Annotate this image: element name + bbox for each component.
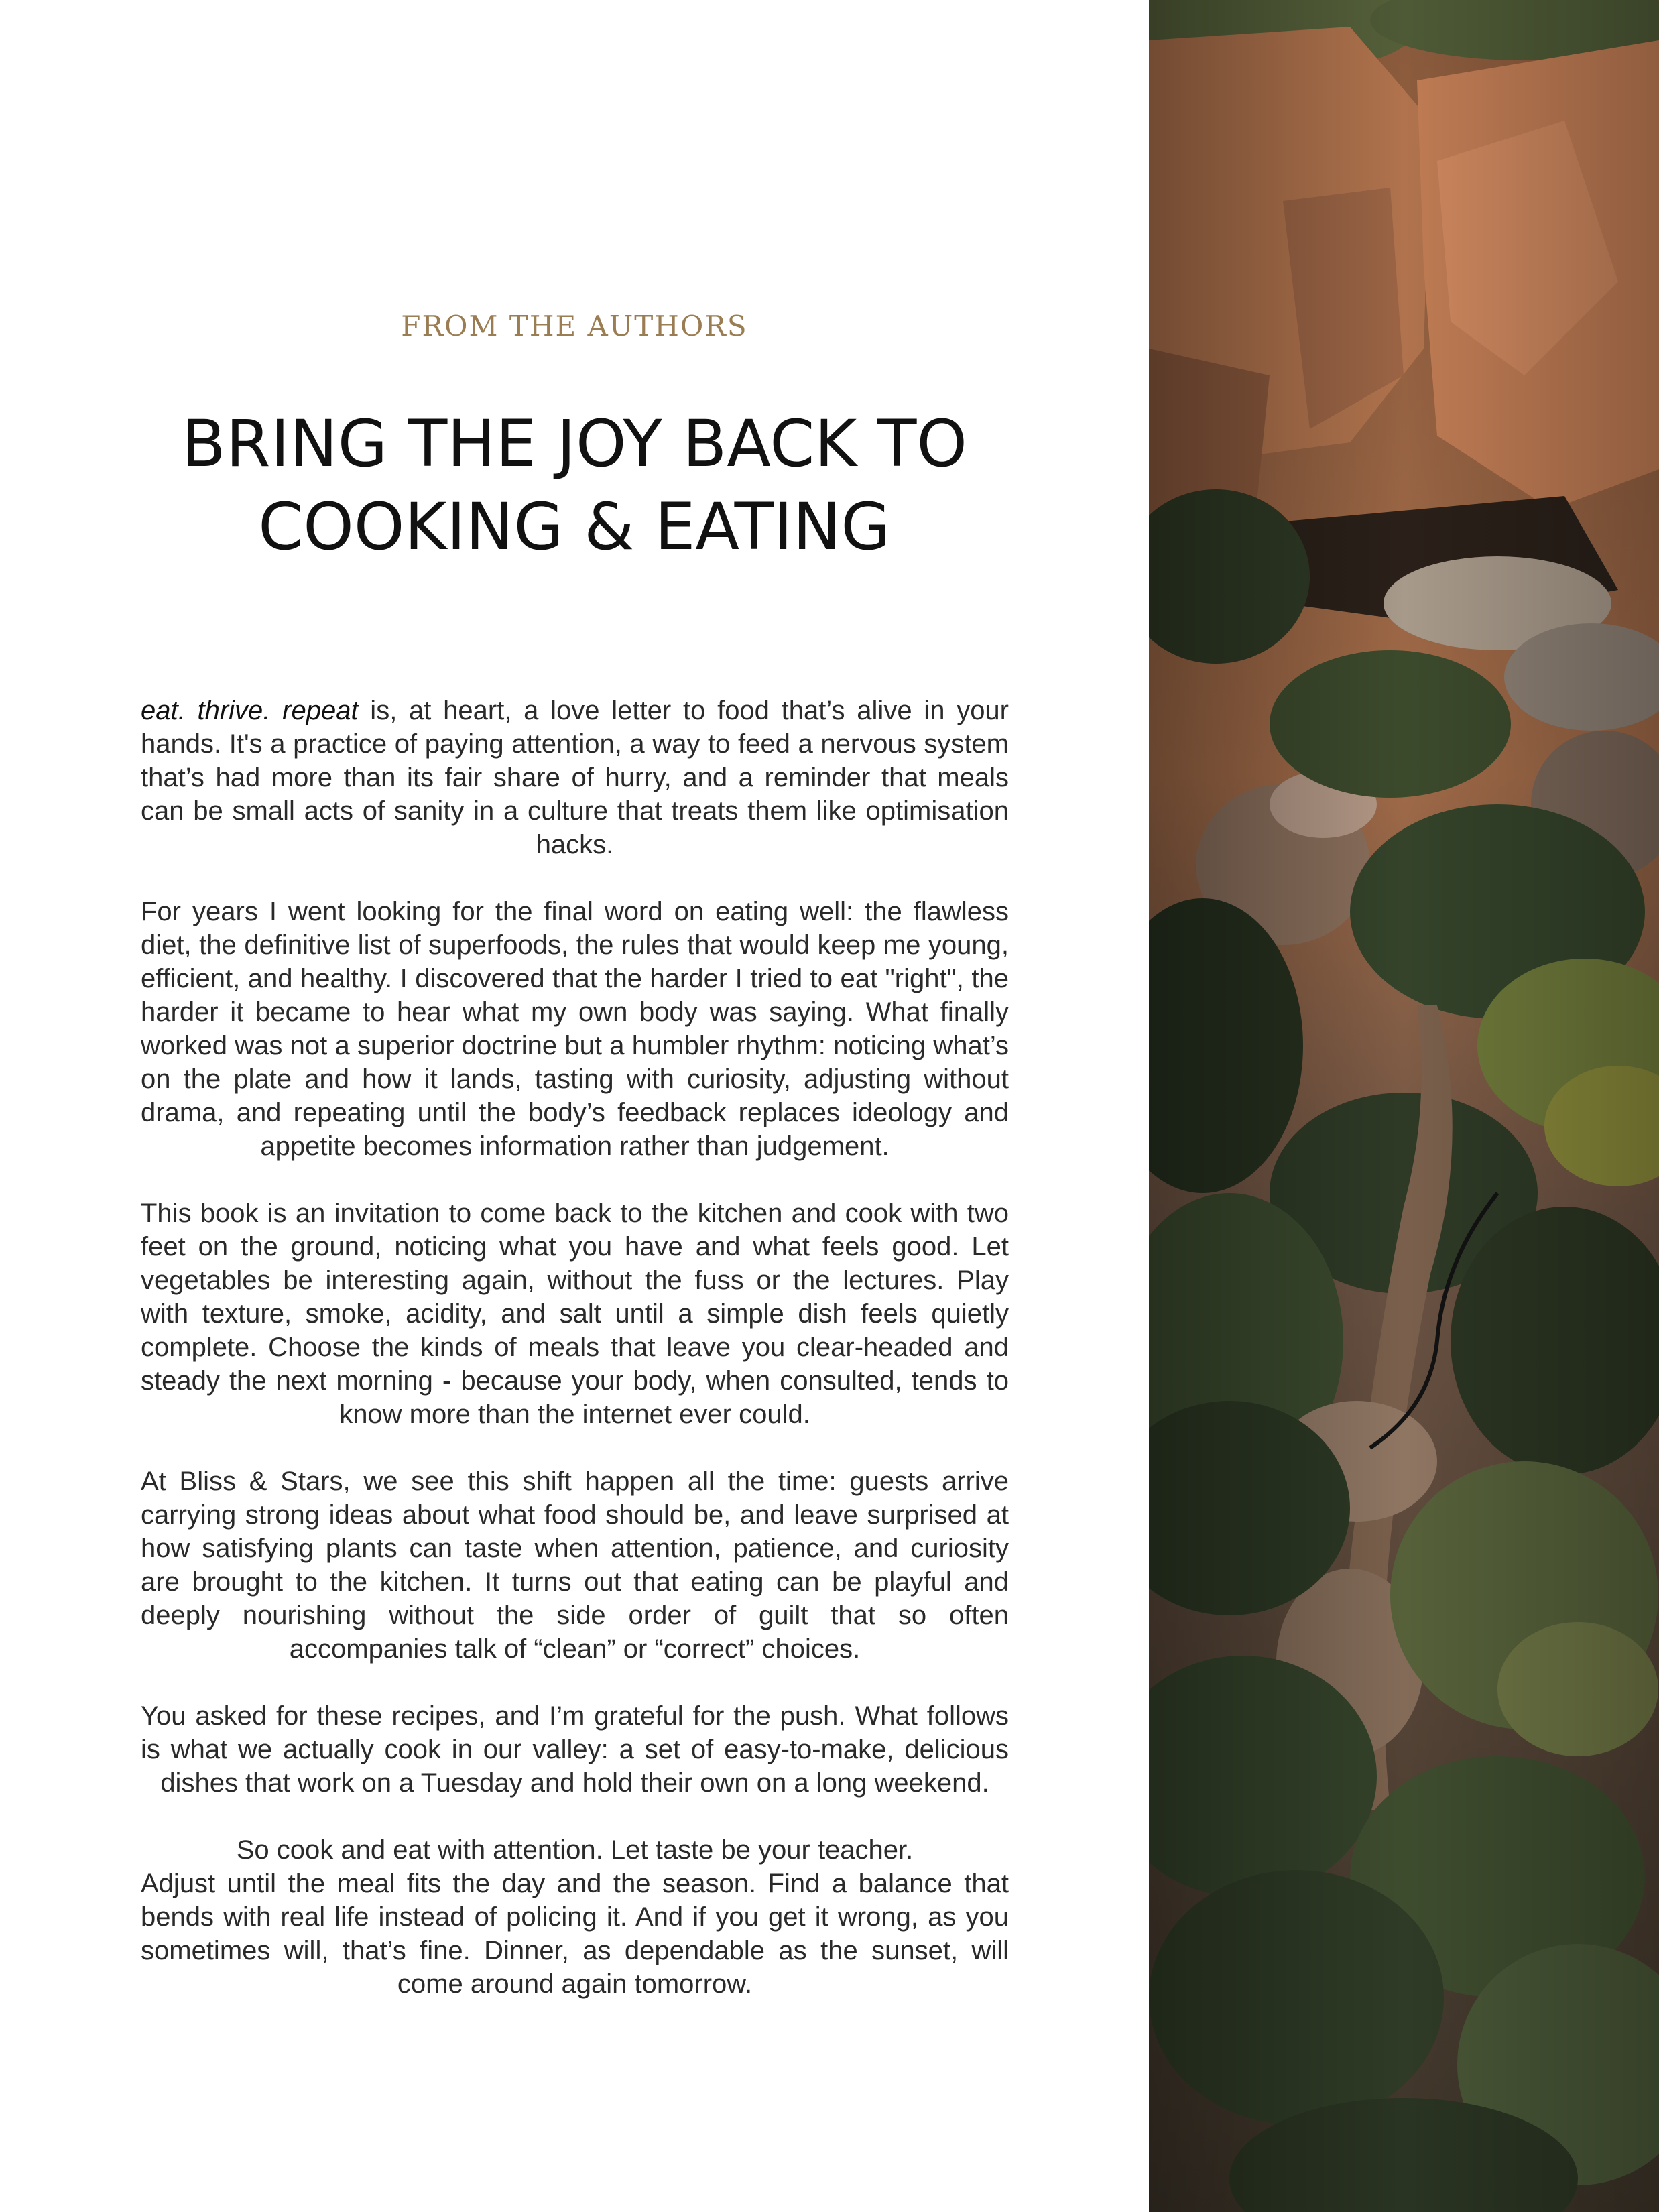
landscape-photo [1149, 0, 1659, 2212]
section-kicker: FROM THE AUTHORS [401, 310, 748, 343]
intro-paragraph [141, 694, 1009, 861]
closing-first-line: So cook and eat with attention. Let taste be your teacher. [236, 1835, 914, 1865]
paragraph-3: At Bliss & Stars, we see this shift happen all the time: guests arrive carrying strong ideas about what food should be, and leave surprised at how satisfying plants can taste when attention, patience, and curiosity are brought to the kitchen. It turns out that eating can be playful and deeply nourishing without the side order of guilt that so often accompanies talk of “clean” or “correct” choices. [141, 1467, 1009, 1664]
title-line-1: BRING THE JOY BACK TO [182, 406, 967, 481]
paragraph-1: For years I went looking for the final word on eating well: the flawless diet, the definitive list of superfoods, the rules that would keep me young, efficient, and healthy. I discovered that the harder I tried to eat "right", the harder it became to hear what my own body was saying. What finally worked was not a superior doctrine but a humbler rhythm: noticing what’s on the plate and how it lands, tasting with curiosity, adjusting without drama, and repeating until the body’s feedback replaces ideology and appetite becomes information rather than judgement. [141, 897, 1009, 1161]
paragraph-4: You asked for these recipes, and I’m grateful for the push. What follows is what we actually cook in our valley: a set of easy-to-make, delicious dishes that work on a Tuesday and hold their own on a long weekend. [141, 1701, 1009, 1798]
closing-paragraph [141, 1833, 1009, 2001]
body-text [141, 694, 1009, 2034]
intro-text: is, at heart, a love letter to food that’s alive in your hands. It's a practice of paying attention, a way to feed a nervous system that’s had more than its fair share of hurry, and a reminder that meals can be small acts of sanity in a culture that treats them like optimisation hacks. [141, 696, 1009, 859]
rock-and-shrub-image [1149, 0, 1659, 2212]
page-title [0, 402, 1149, 568]
title-line-2: COOKING & EATING [258, 489, 891, 564]
closing-rest: Adjust until the meal fits the day and the season. Find a balance that bends with real life instead of policing it. And if you get it wrong, as you sometimes will, that’s fine. Dinner, as dependable as the sunset, will come around again tomorrow. [141, 1869, 1009, 1999]
paragraph-2: This book is an invitation to come back to the kitchen and cook with two feet on the ground, noticing what you have and what feels good. Let vegetables be interesting again, without the fuss or the lectures. Play with texture, smoke, acidity, and salt until a simple dish feels quietly complete. Choose the kinds of meals that leave you clear-headed and steady the next morning - because your body, when consulted, tends to know more than the internet ever could. [141, 1199, 1009, 1429]
book-title: eat. thrive. repeat [141, 696, 359, 725]
